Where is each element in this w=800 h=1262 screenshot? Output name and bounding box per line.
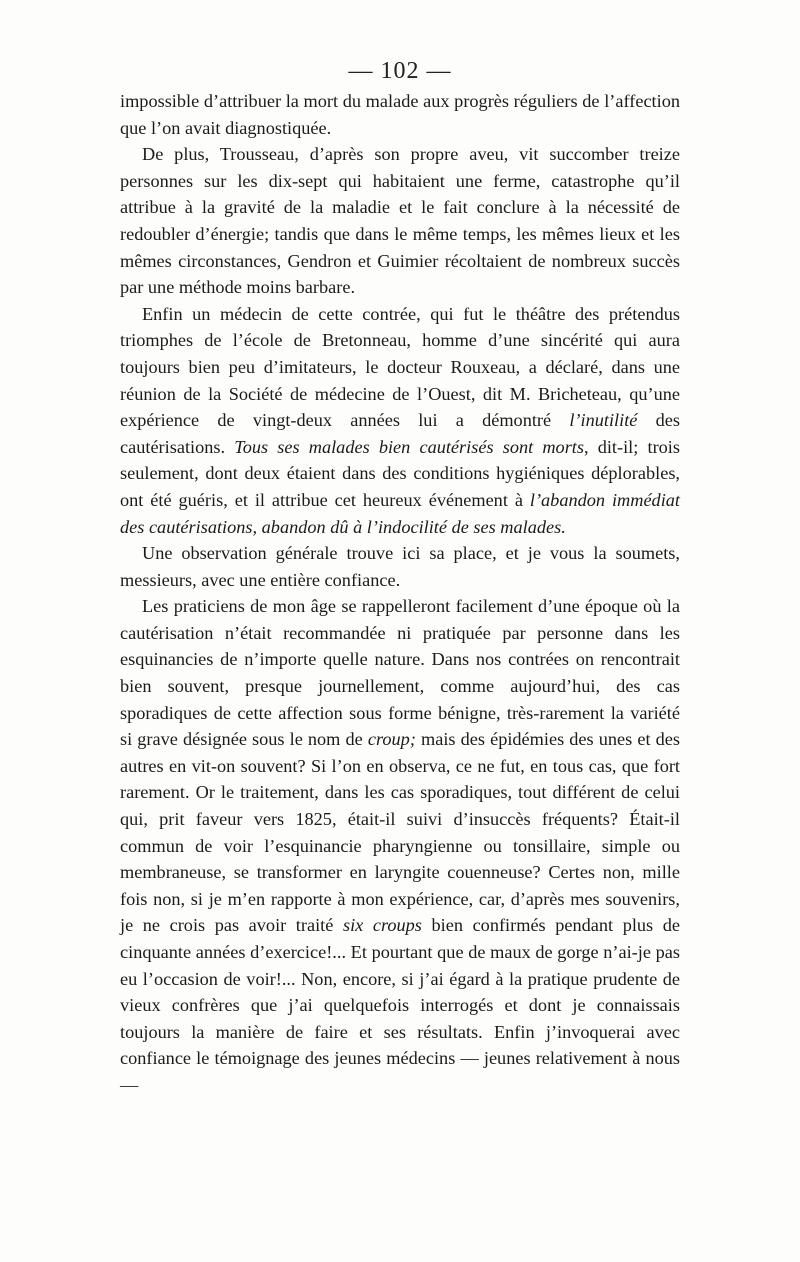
text-run: , dit-il; trois seulement, dont deux étaient dans des conditions hygiéniques déplorables, ont été guéris, et il attribue cet heureux événement à (120, 436, 680, 510)
paragraph (120, 301, 680, 540)
paragraph (120, 141, 680, 301)
paragraph (120, 88, 680, 141)
page-number: — 102 — (348, 58, 452, 84)
text-run: De plus, Trousseau, d’après son propre aveu, vit succomber treize personnes sur les dix-sept qui habitaient une ferme, catastrophe qu’il attribue à la gravité de la maladie et le fait conclure à la nécessité de redoubler d’énergie; tandis que dans le même temps, les mêmes lieux et les mêmes circonstances, Gendron et Guimier récoltaient de nombreux succès par une méthode moins barbare. (120, 144, 680, 298)
text-run: bien confirmés pendant plus de cinquante années d’exercice!... Et pourtant que de maux de gorge n’ai-je pas eu l’occasion de voir!... Non, encore, si j’ai égard à la pratique prudente de vieux confrères que j’ai quelquefois interrogés et dont je connaissais toujours la manière de faire et ses résultats. Enfin j’invoquerai avec confiance le témoignage des jeunes médecins — jeunes relativement à nous — (120, 915, 681, 1095)
italic-text-run: Tous ses malades bien cautérisés sont morts (234, 436, 584, 457)
paragraph (120, 540, 680, 593)
body-text (120, 88, 680, 1099)
italic-text-run: l’inutilité (569, 410, 638, 431)
text-run: Les praticiens de mon âge se rappelleront facilement d’une époque où la cautérisation n’était recommandée ni pratiquée par personne dans les esquinancies de n’importe quelle nature. Dans nos contrées on rencontrait bien souvent, presque journellement, comme aujourd’hui, des cas sporadiques de cette affection sous forme bénigne, très-rarement la variété si grave désignée sous le nom de (120, 596, 680, 750)
italic-text-run: croup; (367, 729, 416, 750)
text-run: impossible d’attribuer la mort du malade aux progrès réguliers de l’affection que l’on avait diagnostiquée. (120, 91, 680, 138)
text-run: mais des épidémies des unes et des autres en vit-on souvent? Si l’on en observa, ce ne fut, en tous cas, que fort rarement. Or le traitement, dans les cas sporadiques, tout différent de celui qui, prit faveur vers 1825, était-il suivi d’insuccès fréquents? Était-il commun de voir l’esquinancie pharyngienne ou tonsillaire, simple ou membraneuse, se transformer en laryngite couenneuse? Certes non, mille fois non, si je m’en rapporte à mon expérience, car, d’après mes souvenirs, je ne crois pas avoir traité (120, 729, 680, 936)
text-run: Enfin un médecin de cette contrée, qui fut le théâtre des prétendus triomphes de l’école de Bretonneau, homme d’une sincérité qui aura toujours bien peu d’imitateurs, le docteur Rouxeau, a déclaré, dans une réunion de la Société de médecine de l’Ouest, dit M. Bricheteau, qu’une expérience de vingt-deux années lui a démontré (120, 303, 680, 431)
text-run: Une observation générale trouve ici sa place, et je vous la soumets, messieurs, avec une entière confiance. (120, 543, 680, 590)
italic-text-run: six croups (342, 915, 422, 936)
italic-text-run: l’abandon immédiat des cautérisations, abandon dû à l’indocilité de ses malades. (120, 489, 680, 537)
text-run: des cautérisations. (120, 410, 680, 457)
paragraph (120, 593, 680, 1098)
